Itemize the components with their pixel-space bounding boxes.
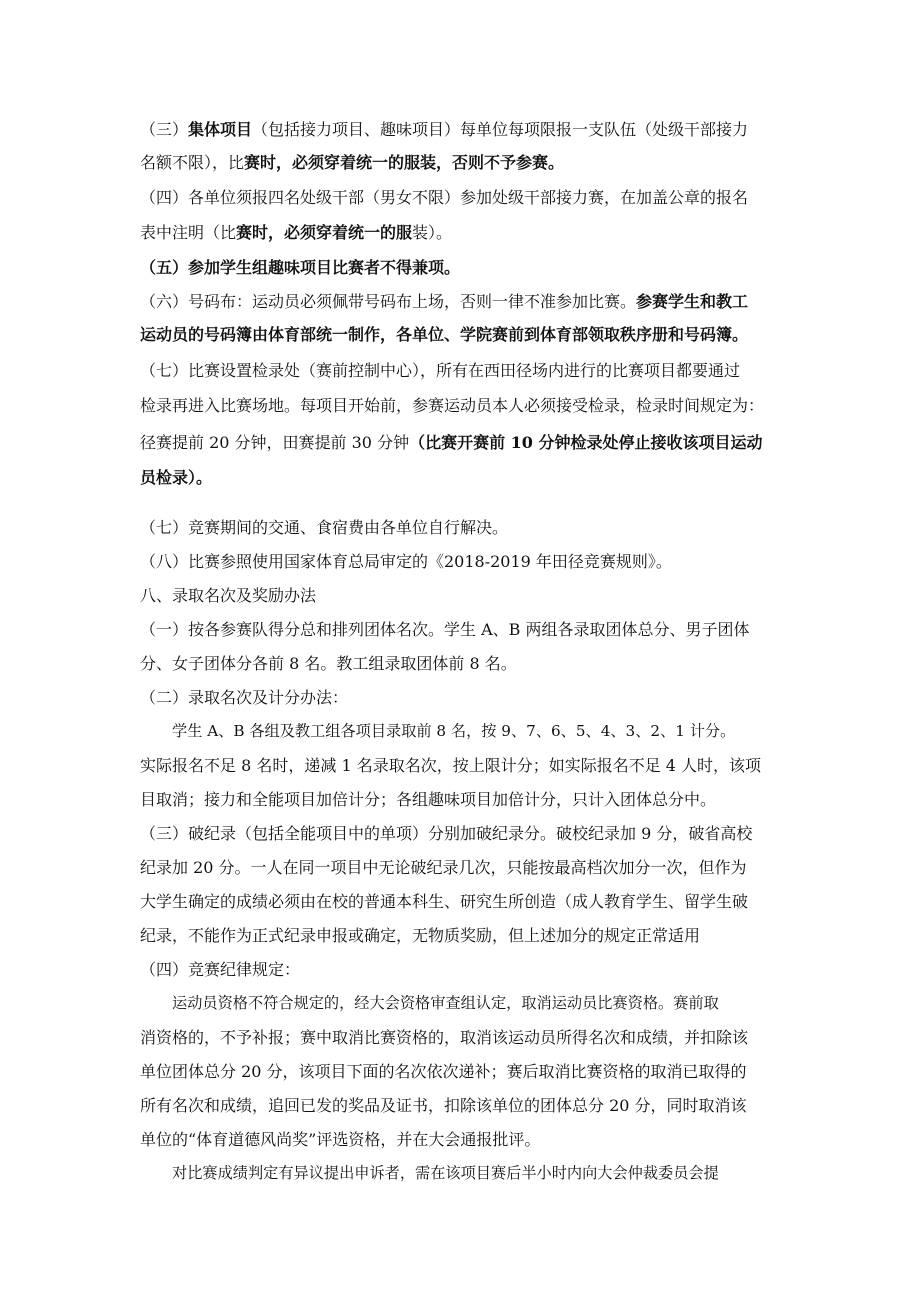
p8-line1: （七）竞赛期间的交通、食宿费由各单位自行解决。 <box>140 518 509 537</box>
p7-line3 <box>140 425 790 460</box>
text-run: 表中注明（比 <box>140 223 237 242</box>
p10-line1: （一）按各参赛队得分总和排列团体名次。学生 A、B 两组各录取团体总分、男子团体 <box>140 620 750 639</box>
p13-line2: 纪录加 20 分。一人在同一项目中无论破纪录几次，只能按最高档次加分一次，但作为 <box>140 858 747 877</box>
p12-line2: 实际报名不足 8 名时，递减 1 名录取名次，按上限计分；如实际报名不足 4 人时，该项 <box>140 756 762 775</box>
p13-line3: 大学生确定的成绩必须由在校的普通本科生、研究生所创造（成人教育学生、留学生破 <box>140 892 749 911</box>
text-run: （六）号码布：运动员必须佩带号码布上场，否则一律不准参加比赛。 <box>140 292 637 311</box>
p6-line2: 运动员的号码簿由体育部统一制作，各单位、学院赛前到体育部领取秩序册和号码簿。 <box>140 325 749 344</box>
p3-line1 <box>140 112 790 147</box>
text-run: 装）。 <box>412 223 453 242</box>
p6-line1 <box>140 284 790 319</box>
text-run: 名额不限），比 <box>140 153 245 172</box>
text-run-bold: 集体项目 <box>188 120 253 139</box>
text-run-bold: 参赛学生和教工 <box>636 292 749 311</box>
p4-line2 <box>140 215 790 250</box>
p10-line2: 分、女子团体分各前 8 名。教工组录取团体前 8 名。 <box>140 654 517 673</box>
p15-line4: 所有名次和成绩，追回已发的奖品及证书，扣除该单位的团体总分 20 分，同时取消该 <box>140 1096 747 1115</box>
p13-line4: 纪录，不能作为正式纪录申报或确定，无物质奖励，但上述加分的规定正常适用 <box>140 926 701 945</box>
p14-line1: （四）竞赛纪律规定： <box>140 960 301 979</box>
section-heading: 八、录取名次及奖励办法 <box>140 586 317 605</box>
p16-line1: 对比赛成绩判定有异议提出申诉者，需在该项目赛后半小时内向大会仲裁委员会提 <box>172 1164 719 1182</box>
p11-line1: （二）录取名次及计分办法： <box>140 688 349 707</box>
p13-line1: （三）破纪录（包括全能项目中的单项）分别加破纪录分。破校纪录加 9 分，破省高校 <box>140 824 753 843</box>
p15-line3: 单位团体总分 20 分，该项目下面的名次依次递补；赛后取消比赛资格的取消已取得的 <box>140 1062 747 1081</box>
text-run-bold: 赛时，必须穿着统一的服 <box>236 223 413 242</box>
p9-line1: （八）比赛参照使用国家体育总局审定的《2018-2019 年田径竞赛规则》。 <box>140 552 672 571</box>
p15-line2: 消资格的，不予补报；赛中取消比赛资格的，取消该运动员所得名次和成绩，并扣除该 <box>140 1028 749 1047</box>
p15-line5: 单位的“体育道德风尚奖”评选资格，并在大会通报批评。 <box>140 1130 541 1149</box>
p4-line1: （四）各单位须报四名处级干部（男女不限）参加处级干部接力赛，在加盖公章的报名 <box>140 188 749 207</box>
p12-line3: 目取消；接力和全能项目加倍计分；各组趣味项目加倍计分，只计入团体总分中。 <box>140 790 717 809</box>
text-run: 径赛提前 20 分钟，田赛提前 30 分钟 <box>140 433 410 452</box>
text-run: （三） <box>140 120 189 139</box>
p15-line1: 运动员资格不符合规定的，经大会资格审查组认定，取消运动员比赛资格。赛前取 <box>172 994 719 1012</box>
p3-line2 <box>140 145 790 180</box>
p12-line1: 学生 A、B 各组及教工组各项目录取前 8 名，按 9、7、6、5、4、3、2、1 计分。 <box>172 722 736 740</box>
text-run: （包括接力项目、趣味项目）每单位每项限报一支队伍（处级干部接力 <box>252 120 749 139</box>
p7-line2: 检录再进入比赛场地。每项目开始前，参赛运动员本人必须接受检录，检录时间规定为： <box>140 396 765 415</box>
p7-line4: 员检录）。 <box>140 468 213 487</box>
p7-line1: （七）比赛设置检录处（赛前控制中心），所有在西田径场内进行的比赛项目都要通过 <box>140 361 741 380</box>
text-run-bold: （比赛开赛前 10 分钟检录处停止接收该项目运动 <box>409 433 763 452</box>
text-run-bold: 赛时，必须穿着统一的服装，否则不予参赛。 <box>244 153 565 172</box>
p5-line1: （五）参加学生组趣味项目比赛者不得兼项。 <box>140 258 461 277</box>
